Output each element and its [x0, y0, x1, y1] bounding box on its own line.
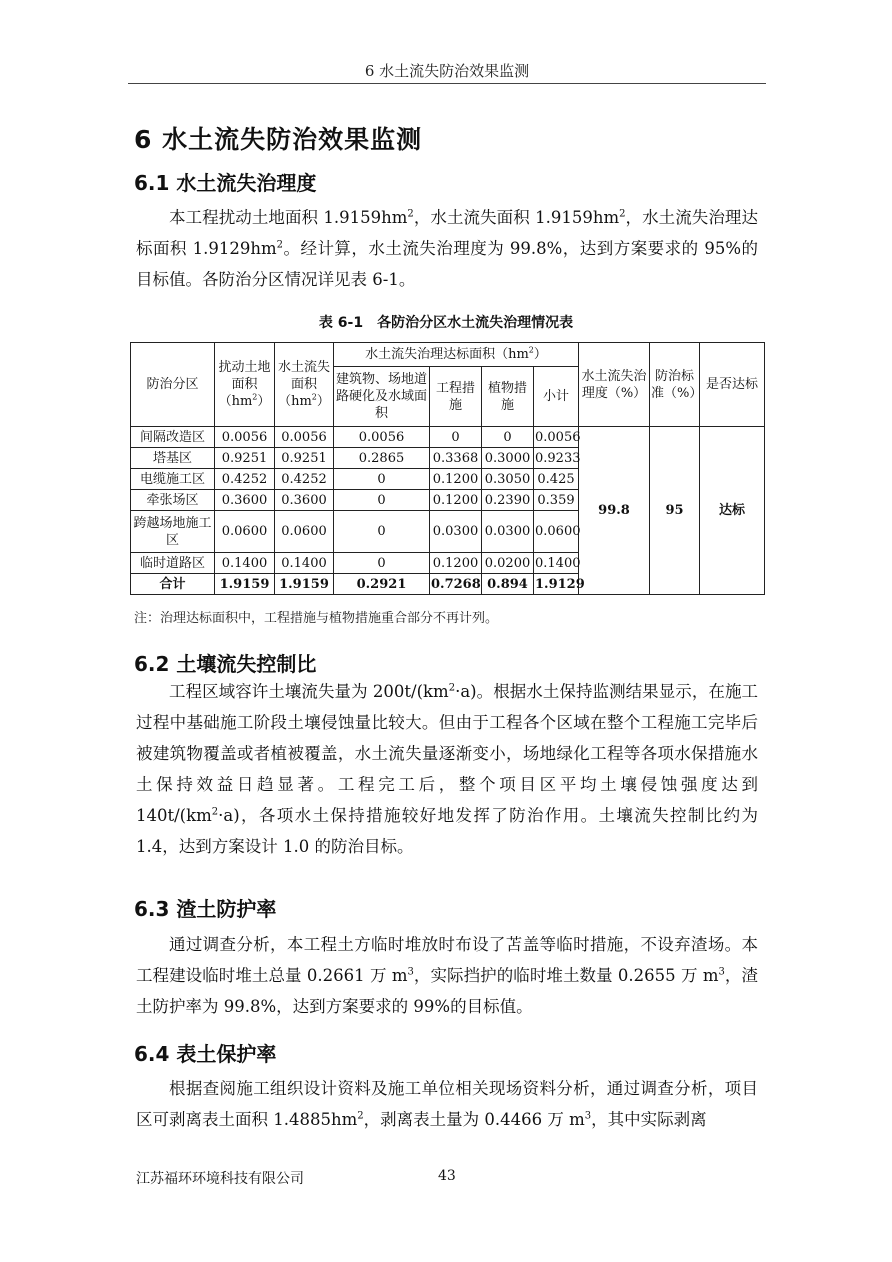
table-caption: 表 6-1 各防治分区水土流失治理情况表 [318, 315, 574, 331]
header-erosion-area: 水土流失面积$(hm^2)$ [275, 343, 334, 427]
header-rule [128, 83, 766, 84]
table-total-row: 合计 1.9159 1.9159 0.2921 0.7268 0.894 1.9129 [131, 574, 765, 595]
merged-pass: 达标 [700, 427, 765, 595]
table-note: 注：治理达标面积中，工程措施与植物措施重合部分不再计列。 [134, 611, 499, 626]
table-row: 塔基区 0.9251 0.9251 0.2865 0.3368 0.3000 0.9233 [131, 448, 765, 469]
section-6-3-paragraph: 通过调查分析，本工程土方临时堆放时布设了苫盖等临时措施，不设弃渣场。本工程建设临时堆土总量 0.2661 万 $m^3$，实际挡护的临时堆土数量 0.2655 万 $m^3$，渣土防护率为 99.8%，达到方案要求的 99%的目标值。 [136, 935, 758, 1016]
table-row: 电缆施工区 0.4252 0.4252 0 0.1200 0.3050 0.425 [131, 469, 765, 490]
table-row: 跨越场地施工区 0.0600 0.0600 0 0.0300 0.0300 0.0600 [131, 511, 765, 553]
page-number: 43 [438, 1168, 456, 1184]
section-6-4-title: 6.4 表土保护率 [134, 1042, 277, 1066]
section-6-3-title: 6.3 渣土防护率 [134, 897, 277, 921]
header-building-area: 建筑物、场地道路硬化及水域面积 [334, 367, 430, 427]
header-treated-area-group: 水土流失治理达标面积$(hm^2)$ [334, 343, 579, 367]
header-subtotal: 小计 [534, 367, 579, 427]
table-row: 牵张场区 0.3600 0.3600 0 0.1200 0.2390 0.359 [131, 490, 765, 511]
section-6-1-title: 6.1 水土流失治理度 [134, 171, 317, 195]
section-6-2-title: 6.2 土壤流失控制比 [134, 652, 317, 676]
section-6-4-paragraph: 根据查阅施工组织设计资料及施工单位相关现场资料分析，通过调查分析，项目区可剥离表土面积 $1.4885hm^2$，剥离表土量为 0.4466 万 $m^3$，其中实际剥离 [136, 1079, 758, 1129]
table-row: 临时道路区 0.1400 0.1400 0 0.1200 0.0200 0.1400 [131, 553, 765, 574]
section-6-1-paragraph: 本工程扰动土地面积 $1.9159hm^2$，水土流失面积 $1.9159hm^2$，水土流失治理达标面积 $1.9129hm^2$。经计算，水土流失治理度为 99.8%，达到方案要求的 95%的目标值。各防治分区情况详见表 6-1。 [136, 208, 758, 289]
section-6-2-paragraph: 工程区域容许土壤流失量为 $200t/(km^2\cdot a)$。根据水土保持监测结果显示，在施工过程中基础施工阶段土壤侵蚀量比较大。但由于工程各个区域在整个工程施工完毕后被建筑物覆盖或者植被覆盖，水土流失量逐渐变小，场地绿化工程等各项水保措施水土保持效益日趋显著。工程完工后，整个项目区平均土壤侵蚀强度达到 $140t/(km^2\cdot a)$，各项水土保持措施较好地发挥了防治作用。土壤流失控制比约为 1.4，达到方案设计 1.0 的防治目标。 [136, 682, 758, 856]
governance-table [130, 342, 765, 595]
header-pass: 是否达标 [700, 343, 765, 427]
header-zone: 防治分区 [131, 343, 215, 427]
merged-standard: 95 [650, 427, 700, 595]
running-header: 6 水土流失防治效果监测 [364, 62, 530, 80]
header-disturbed-area: 扰动土地面积$(hm^2)$ [215, 343, 275, 427]
header-plant: 植物措施 [482, 367, 534, 427]
header-engineering: 工程措施 [430, 367, 482, 427]
merged-degree: 99.8 [579, 427, 650, 595]
header-standard: 防治标准（%） [650, 343, 700, 427]
table-row: 间隔改造区 0.0056 0.0056 0.0056 0 0 0.0056 99.8 95 达标 [131, 427, 765, 448]
header-treatment-degree: 水土流失治理度（%） [579, 343, 650, 427]
chapter-title: 6 水土流失防治效果监测 [134, 125, 423, 154]
footer-company: 江苏福环环境科技有限公司 [136, 1171, 304, 1187]
